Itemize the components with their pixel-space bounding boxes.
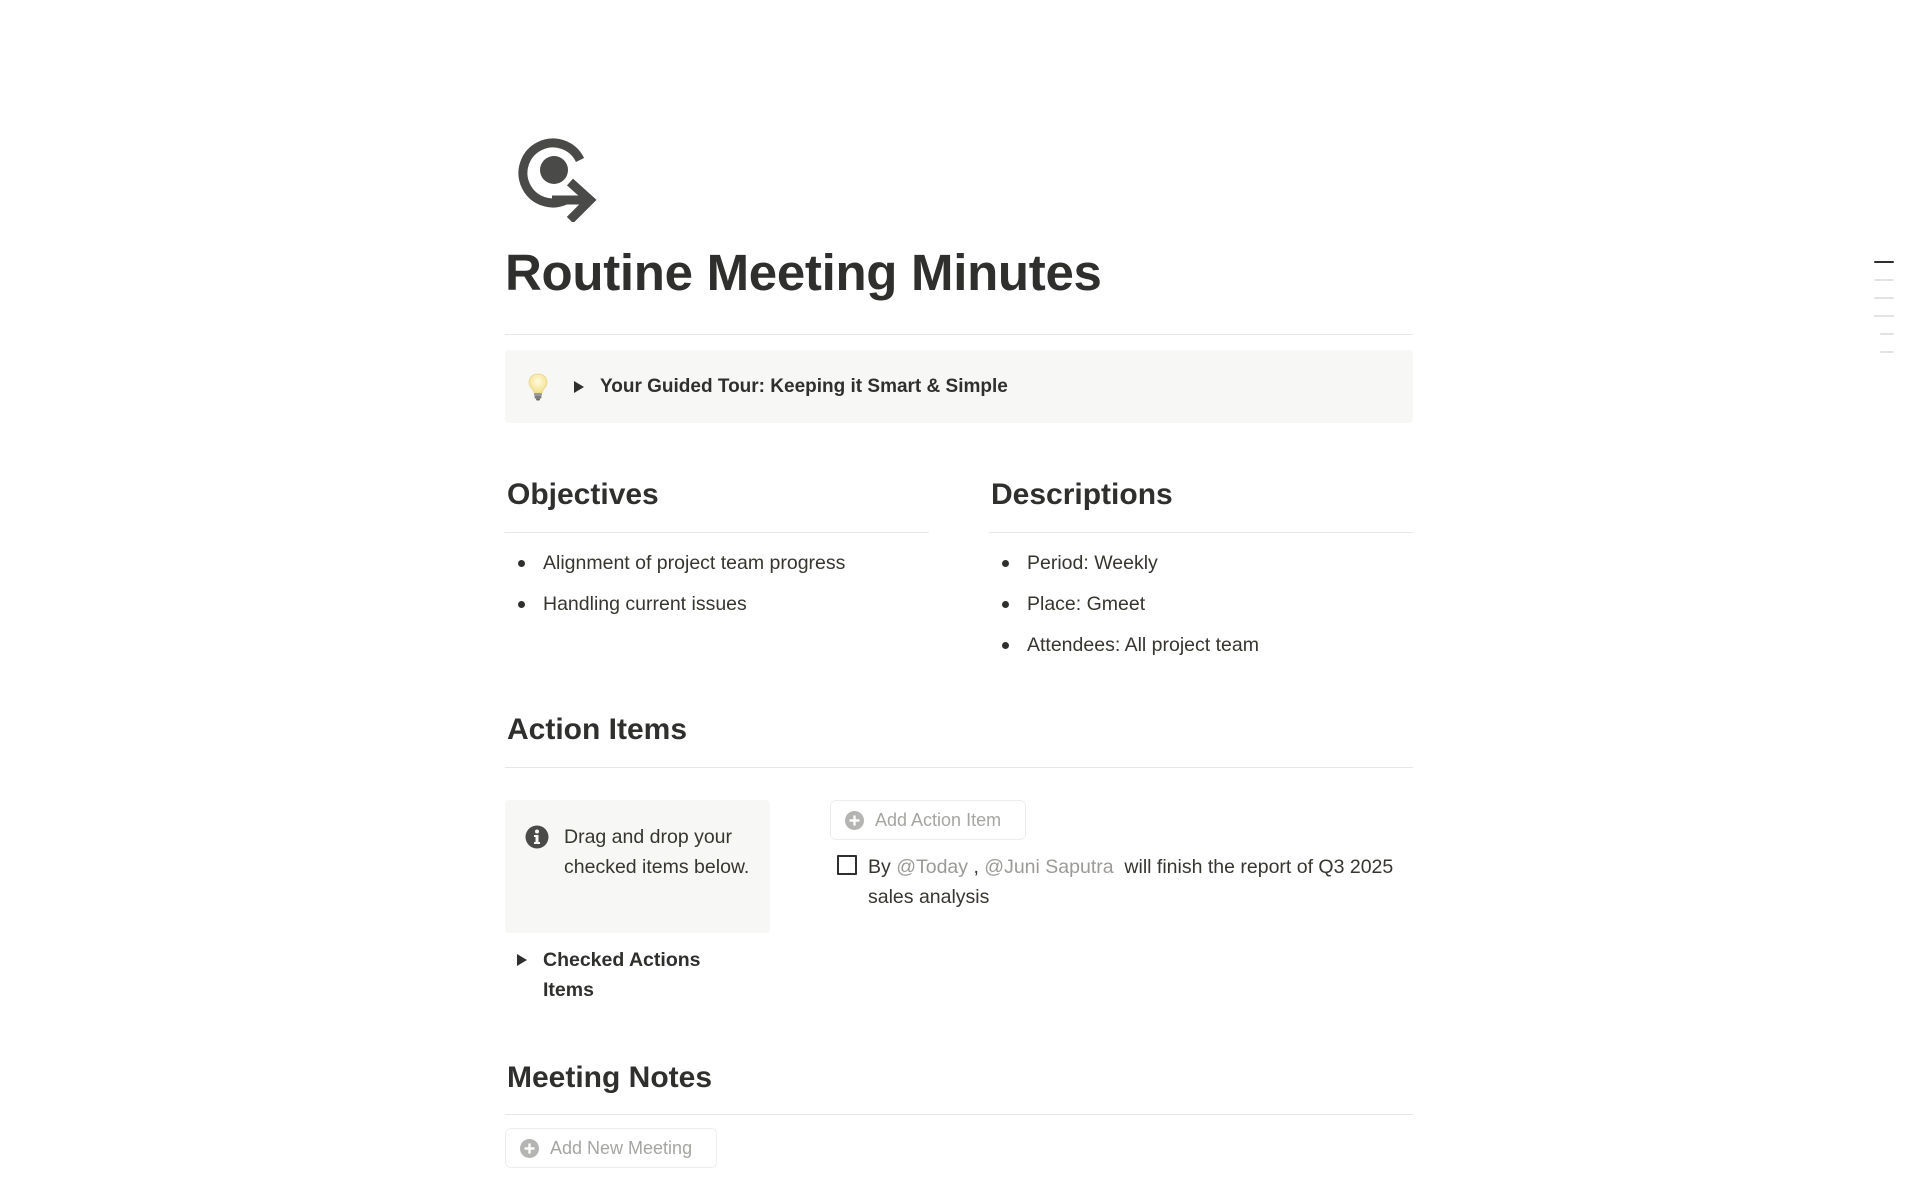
descriptions-list — [989, 550, 1259, 673]
bullet-icon — [518, 601, 525, 608]
bullet-icon — [1002, 601, 1009, 608]
guided-tour-toggle[interactable]: Your Guided Tour: Keeping it Smart & Simple — [600, 376, 1008, 397]
guided-tour-callout — [505, 350, 1413, 423]
meeting-notes-heading: Meeting Notes — [507, 1061, 713, 1094]
checked-actions-label[interactable]: Checked Actions Items — [543, 949, 701, 1001]
action-items-divider — [505, 767, 1413, 768]
plus-circle-icon — [520, 1139, 539, 1158]
title-divider — [505, 334, 1413, 335]
bullet-icon — [518, 560, 525, 567]
toggle-arrow-icon[interactable] — [517, 954, 527, 966]
bullet-icon — [1002, 560, 1009, 567]
toc-entry-action-items[interactable] — [1874, 315, 1894, 317]
date-mention[interactable]: @Today — [896, 856, 969, 878]
action-items-heading: Action Items — [507, 713, 688, 746]
page-title[interactable]: Routine Meeting Minutes — [505, 244, 1102, 301]
add-action-item-button[interactable]: Add Action Item — [830, 800, 1026, 840]
info-text: Drag and drop your checked items below. — [564, 826, 750, 878]
list-item[interactable]: Alignment of project team progress — [505, 550, 845, 591]
list-item[interactable]: Handling current issues — [505, 591, 845, 632]
add-new-meeting-button[interactable]: Add New Meeting — [505, 1128, 717, 1168]
person-mention[interactable]: @Juni Saputra — [984, 856, 1114, 878]
descriptions-heading: Descriptions — [991, 478, 1173, 511]
toggle-arrow-icon[interactable] — [574, 381, 584, 393]
objectives-heading: Objectives — [507, 478, 659, 511]
list-item[interactable]: Period: Weekly — [989, 550, 1259, 591]
todo-text[interactable]: By @Today , @Juni Saputra will finish the report of Q3 2025 sales analysis — [868, 856, 1399, 908]
bullet-icon — [1002, 642, 1009, 649]
list-item[interactable]: Attendees: All project team — [989, 632, 1259, 673]
toc-entry-descriptions[interactable] — [1874, 297, 1894, 299]
descriptions-divider — [989, 532, 1413, 533]
meeting-notes-divider — [505, 1114, 1413, 1115]
toc-entry-objectives[interactable] — [1874, 279, 1894, 281]
objectives-divider — [505, 532, 929, 533]
drag-drop-info-callout — [505, 800, 770, 933]
info-circle-icon — [525, 825, 549, 849]
lightbulb-icon — [528, 373, 548, 401]
toc-entry-title[interactable] — [1874, 261, 1894, 263]
todo-checkbox[interactable] — [837, 855, 857, 875]
list-item[interactable]: Place: Gmeet — [989, 591, 1259, 632]
target-arrow-icon[interactable] — [518, 130, 598, 222]
toc-entry-subheading[interactable] — [1880, 333, 1894, 335]
toc-entry-meeting-notes[interactable] — [1880, 351, 1894, 353]
plus-circle-icon — [845, 811, 864, 830]
objectives-list — [505, 550, 845, 632]
